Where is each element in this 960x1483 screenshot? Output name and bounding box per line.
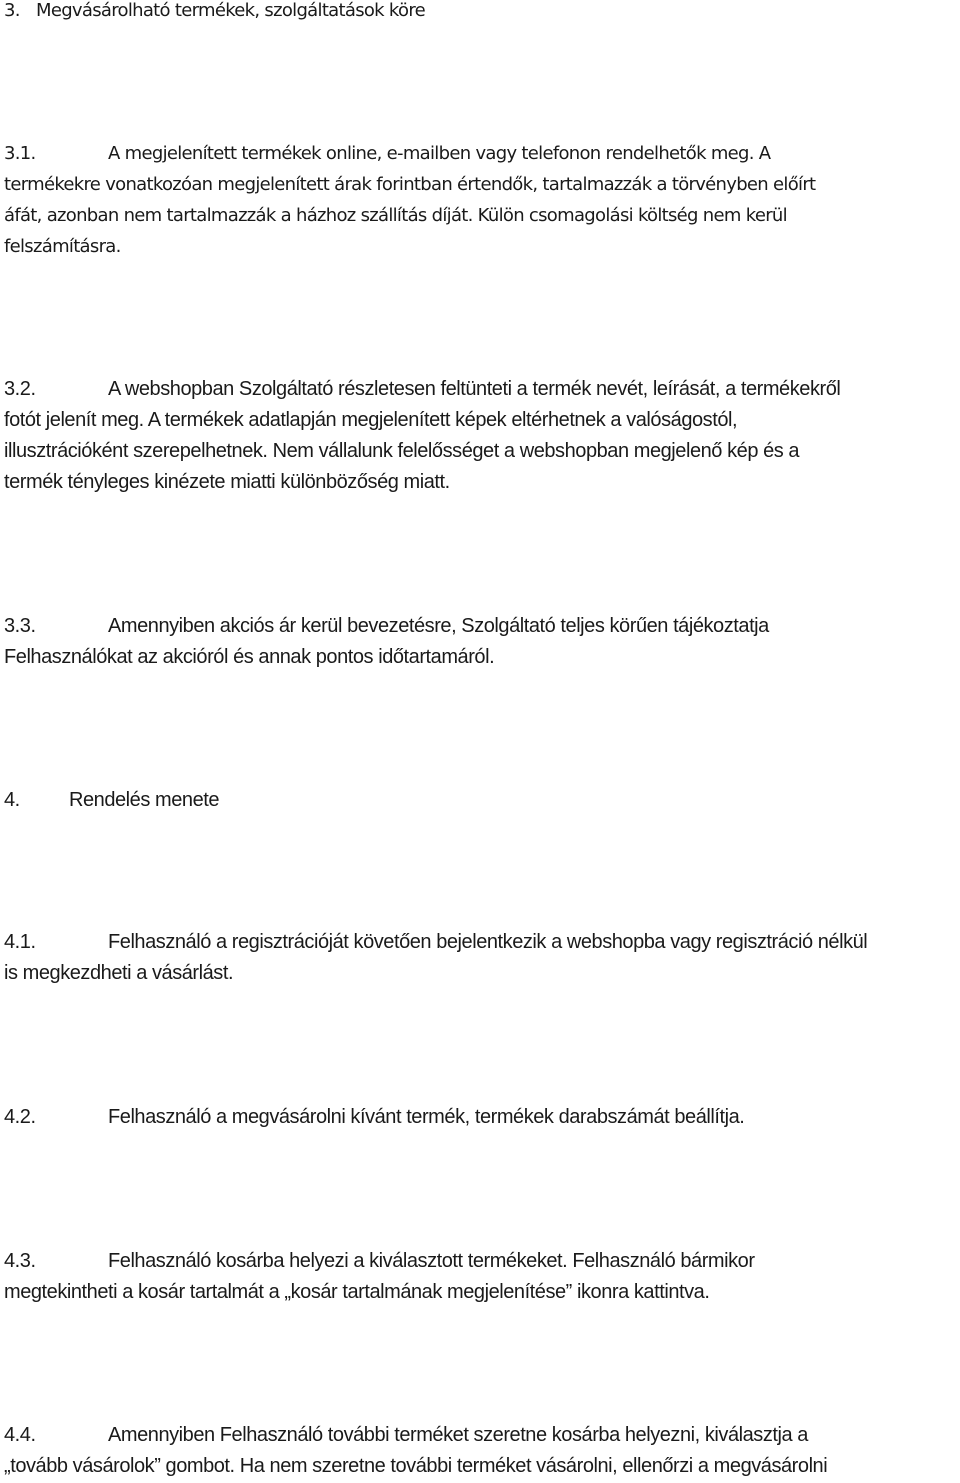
paragraph-3-2-line-4: termék tényleges kinézete miatti különbözőség miatt.	[4, 471, 450, 493]
paragraph-3-1-line-3: áfát, azonban nem tartalmazzák a házhoz szállítás díját. Külön csomagolási költség nem kerül	[4, 205, 787, 226]
paragraph-number: 4.4.	[4, 1424, 36, 1446]
paragraph-3-2-line-2: fotót jelenít meg. A termékek adatlapján megjelenített képek eltérhetnek a valóságostól,	[4, 409, 738, 431]
paragraph-4-4-line-2: „tovább vásárolok” gombot. Ha nem szeretne további terméket vásárolni, ellenőrzi a megvásárolni	[4, 1455, 828, 1477]
paragraph-3-3-line-1: 3.3. Amennyiben akciós ár kerül bevezetésre, Szolgáltató teljes körűen tájékoztatja	[4, 611, 960, 641]
paragraph-4-1-line-1: 4.1. Felhasználó a regisztrációját követően bejelentkezik a webshopba vagy regisztráció nélkül	[4, 927, 960, 957]
paragraph-3-2-line-1: 3.2. A webshopban Szolgáltató részletesen feltünteti a termék nevét, leírását, a termékekről	[4, 374, 960, 404]
paragraph-number: 4.1.	[4, 931, 36, 953]
paragraph-3-1-line-2: termékekre vonatkozóan megjelenített árak forintban értendők, tartalmazzák a törvényben előírt	[4, 174, 816, 195]
paragraph-4-2-line-1: 4.2. Felhasználó a megvásárolni kívánt termék, termékek darabszámát beállítja.	[4, 1102, 960, 1132]
section-title: Rendelés menete	[69, 789, 220, 811]
paragraph-number: 3.1.	[4, 143, 36, 164]
paragraph-4-4-line-1: 4.4. Amennyiben Felhasználó további terméket szeretne kosárba helyezni, kiválasztja a	[4, 1420, 960, 1450]
section-4-heading	[4, 785, 960, 815]
section-number: 3.	[4, 0, 20, 21]
paragraph-4-3-line-1: 4.3. Felhasználó kosárba helyezi a kiválasztott termékeket. Felhasználó bármikor	[4, 1246, 960, 1276]
section-3-heading	[4, 0, 960, 26]
paragraph-3-2-line-3: illusztrációként szerepelhetnek. Nem vállalunk felelősséget a webshopban megjelenő kép és a	[4, 440, 800, 462]
paragraph-number: 4.3.	[4, 1250, 36, 1272]
section-number: 4.	[4, 789, 20, 811]
paragraph-number: 4.2.	[4, 1106, 36, 1128]
paragraph-number: 3.3.	[4, 615, 36, 637]
paragraph-3-3-line-2: Felhasználókat az akcióról és annak pontos időtartamáról.	[4, 646, 495, 668]
paragraph-3-1-line-1: 3.1. A megjelenített termékek online, e-mailben vagy telefonon rendelhetők meg. A	[4, 139, 960, 169]
paragraph-number: 3.2.	[4, 378, 36, 400]
paragraph-3-1-line-4: felszámításra.	[4, 236, 121, 257]
paragraph-4-1-line-2: is megkezdheti a vásárlást.	[4, 962, 234, 984]
section-title: Megvásárolható termékek, szolgáltatások köre	[36, 0, 426, 21]
paragraph-4-3-line-2: megtekintheti a kosár tartalmát a „kosár tartalmának megjelenítése” ikonra kattintva.	[4, 1281, 710, 1303]
